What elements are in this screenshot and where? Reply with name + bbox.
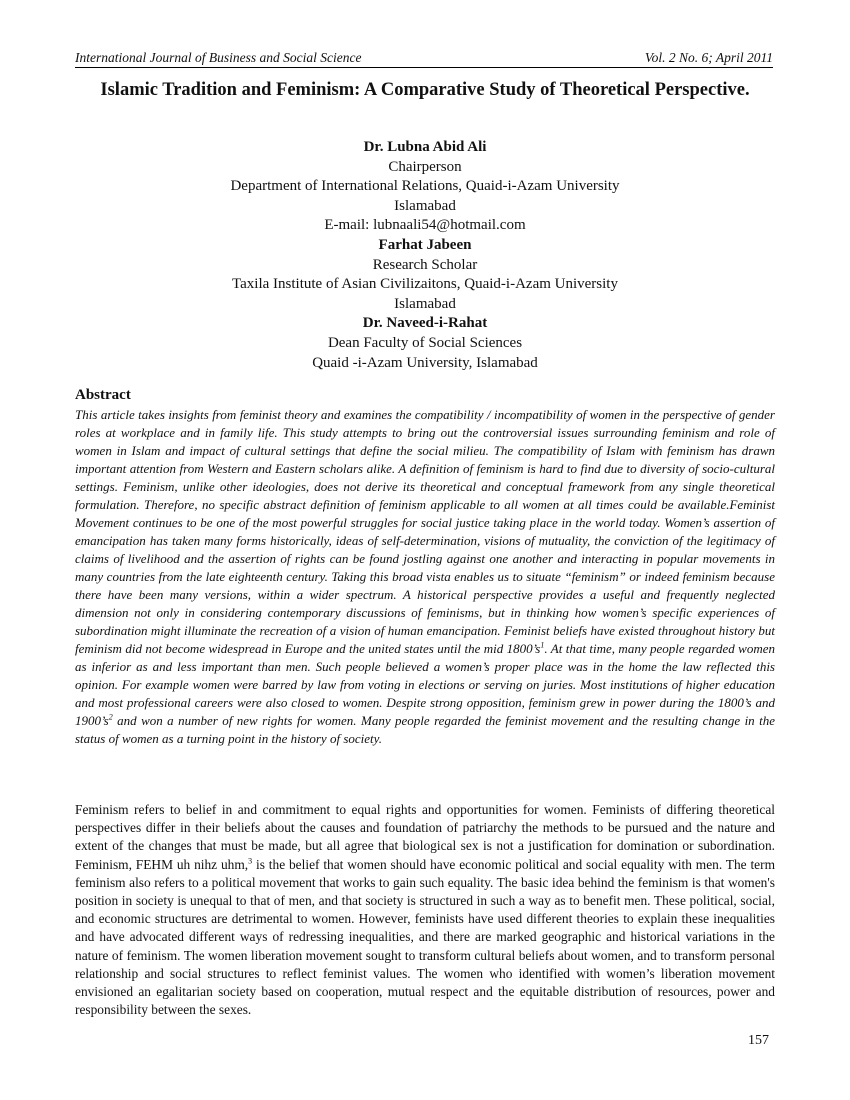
- body-text-part: is the belief that women should have economic political and social equality with men. The term feminism also refers to a political movement that works to gain such equality. The basic idea behind the feminism is that women's position in society is unequal to that of men, and that society is structured in such a way as to benefit men. These political, social, and economic structures are detrimental to women. However, feminists have used different theories to explain these inequalities and have advocated different ways of redressing inequalities, and there are marked geographic and historical variations in the nature of feminism. The women liberation movement sought to transform cultural beliefs about women, and to transform personal relationship and social structures to reflect feminist values. The women who identified with women’s liberation movement envisioned an egalitarian society based on cooperation, mutual respect and the equitable distribution of resources, power and responsibility between the sexes.: [75, 856, 775, 1018]
- body-text-part: Feminism refers to belief in and commitment to equal rights and opportunities for women. Feminists of differing theoretical perspectives differ in their beliefs about the causes and foundation of patriarchy the methods to be pursued and the nature and extent of the changes that must be made, but all agree that biological sex is not a justification for domination or subordination. Feminism, FEHM uh nihz uhm,: [75, 802, 775, 872]
- author-role: Research Scholar: [372, 256, 478, 273]
- footnote-ref: 1: [540, 640, 545, 650]
- author-name: Dr. Naveed-i-Rahat: [362, 315, 488, 332]
- volume-issue: Vol. 2 No. 6; April 2011: [644, 50, 773, 65]
- footnote-ref: 2: [108, 712, 113, 722]
- abstract-text-part: This article takes insights from feminist theory and examines the compatibility / incompatibility of women in the perspective of gender roles at workplace and in family life. This study attempts to bring out the controversial issues surrounding feminism and role of women in Islam and impact of cultural settings that define the social milieu. The compatibility of Islam with feminism has drawn important attention from Western and Eastern scholars alike. A definition of feminism is hard to find due to diversity of socio-cultural settings. Feminism, unlike other ideologies, does not derive its theoretical and conceptual framework from any single theoretical formulation. Therefore, no specific abstract definition of feminism applicable to all women at all times could be available.Feminist Movement continues to be one of the most powerful struggles for social justice taking place in the world today. Women’s assertion of emancipation has taken many forms historically, ideas of self-determination, visions of mutuality, the conviction of the legitimacy of claims of livelihood and the assertion of rights can be found jostling against one another and interacting in popular movements in many countries from the late eighteenth century. Taking this broad vista enables us to situate “feminism” or indeed feminism because there have been many versions, within a wider spectrum. A historical perspective provides a useful and frequently neglected dimension not only in considering contemporary discussions of feminisms, but in thinking how women’s specific experiences of subordination might illuminate the recreation of a vision of human emancipation. Feminist beliefs have existed throughout history but feminism did not become widespread in Europe and the united states until the mid 1800’s: [75, 407, 775, 656]
- journal-name: International Journal of Business and Social Science: [75, 50, 362, 65]
- author-department: Quaid -i-Azam University, Islamabad: [312, 354, 538, 371]
- author-location: Islamabad: [394, 197, 456, 214]
- footnote-ref: 3: [248, 856, 253, 866]
- author-role: Dean Faculty of Social Sciences: [327, 334, 523, 351]
- author-block: [100, 138, 750, 373]
- running-header: [75, 50, 773, 68]
- author-location: Islamabad: [394, 295, 456, 312]
- page-number: 157: [748, 1033, 769, 1048]
- author-name: Farhat Jabeen: [378, 236, 472, 253]
- author-department: Department of International Relations, Quaid-i-Azam University: [230, 178, 620, 195]
- author-email: E-mail: lubnaali54@hotmail.com: [324, 217, 526, 234]
- abstract-text: [75, 406, 775, 748]
- paper-title: Islamic Tradition and Feminism: A Comparative Study of Theoretical Perspective.: [100, 80, 750, 100]
- abstract-text-part: and won a number of new rights for women. Many people regarded the feminist movement and the resulting change in the status of women as a turning point in the history of society.: [75, 713, 775, 746]
- abstract-text-part: . At that time, many people regarded women as inferior as and less important than men. Such people believed a women’s proper place was in the home the law reflected this opinion. For example women were barred by law from voting in elections or serving on juries. Most institutions of higher education and most professional careers were also closed to women. Despite strong opposition, feminism grew in power during the 1800’s and 1900’s: [75, 641, 775, 728]
- author-name: Dr. Lubna Abid Ali: [363, 139, 487, 155]
- author-department: Taxila Institute of Asian Civilizaitons, Quaid-i-Azam University: [232, 276, 618, 293]
- body-paragraph: [75, 801, 775, 1019]
- author-role: Chairperson: [388, 158, 462, 175]
- abstract-heading: Abstract: [75, 387, 131, 403]
